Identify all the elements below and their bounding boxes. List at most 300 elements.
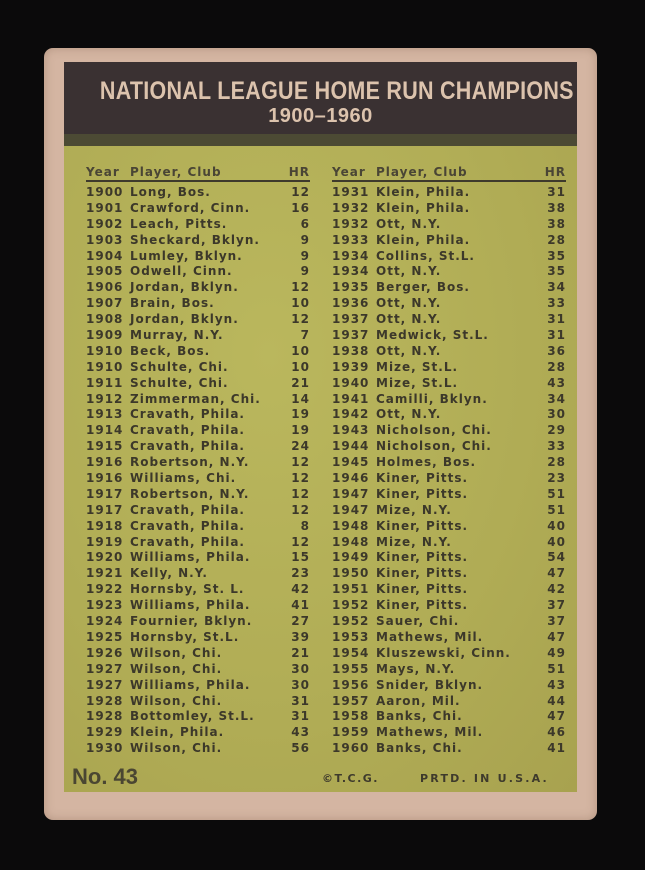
card-header bbox=[64, 62, 577, 146]
table-row bbox=[332, 470, 566, 486]
row-hr: 31 bbox=[291, 709, 310, 724]
row-year: 1906 bbox=[86, 280, 124, 295]
row-hr: 12 bbox=[291, 280, 310, 295]
table-row bbox=[332, 693, 566, 709]
row-year: 1925 bbox=[86, 629, 124, 644]
table-row bbox=[332, 597, 566, 613]
row-player: Klein, Phila. bbox=[376, 232, 471, 247]
row-player: Klein, Phila. bbox=[376, 200, 471, 215]
table-row bbox=[332, 613, 566, 629]
row-hr: 43 bbox=[291, 725, 310, 740]
row-year: 1922 bbox=[86, 582, 124, 597]
col-year-header: Year bbox=[86, 165, 120, 179]
row-hr: 23 bbox=[291, 566, 310, 581]
row-hr: 56 bbox=[291, 741, 310, 756]
left-table bbox=[86, 164, 310, 756]
row-year: 1933 bbox=[332, 232, 370, 247]
row-year: 1960 bbox=[332, 741, 370, 756]
row-player: Klein, Phila. bbox=[376, 185, 471, 199]
table-row bbox=[332, 232, 566, 248]
table-row bbox=[332, 645, 566, 661]
row-year: 1926 bbox=[86, 645, 124, 660]
table-row bbox=[332, 565, 566, 581]
row-player: Berger, Bos. bbox=[376, 280, 470, 295]
row-hr: 16 bbox=[291, 200, 310, 215]
row-hr: 7 bbox=[300, 328, 310, 343]
table-row bbox=[332, 708, 566, 724]
row-player: Williams, Phila. bbox=[130, 677, 251, 692]
row-player: Schulte, Chi. bbox=[130, 375, 229, 390]
row-year: 1916 bbox=[86, 455, 124, 470]
row-player: Kiner, Pitts. bbox=[376, 550, 469, 565]
table-row bbox=[332, 661, 566, 677]
row-year: 1927 bbox=[86, 677, 124, 692]
row-player: Wilson, Chi. bbox=[130, 741, 223, 756]
row-year: 1907 bbox=[86, 296, 124, 311]
row-player: Klein, Phila. bbox=[130, 725, 225, 740]
table-row bbox=[86, 343, 310, 359]
row-year: 1939 bbox=[332, 359, 370, 374]
row-hr: 12 bbox=[291, 502, 310, 517]
row-year: 1947 bbox=[332, 502, 370, 517]
table-row bbox=[86, 565, 310, 581]
row-year: 1908 bbox=[86, 312, 124, 327]
row-hr: 19 bbox=[291, 407, 310, 422]
row-player: Williams, Phila. bbox=[130, 550, 251, 565]
table-row bbox=[332, 549, 566, 565]
table-row bbox=[332, 422, 566, 438]
row-player: Mathews, Mil. bbox=[376, 629, 484, 644]
table-row bbox=[86, 534, 310, 550]
row-player: Camilli, Bklyn. bbox=[376, 391, 488, 406]
row-player: Robertson, N.Y. bbox=[130, 455, 250, 470]
table-row bbox=[86, 518, 310, 534]
row-year: 1904 bbox=[86, 248, 124, 263]
row-year: 1944 bbox=[332, 439, 370, 454]
row-year: 1947 bbox=[332, 486, 370, 501]
col-hr-header: HR bbox=[544, 165, 566, 179]
row-player: Banks, Chi. bbox=[376, 741, 463, 756]
row-year: 1955 bbox=[332, 661, 370, 676]
row-year: 1900 bbox=[86, 185, 124, 199]
row-year: 1932 bbox=[332, 200, 370, 215]
row-hr: 46 bbox=[547, 725, 566, 740]
row-year: 1950 bbox=[332, 566, 370, 581]
row-year: 1936 bbox=[332, 296, 370, 311]
row-year: 1937 bbox=[332, 328, 370, 343]
table-row bbox=[86, 438, 310, 454]
row-player: Williams, Phila. bbox=[130, 598, 251, 613]
row-player: Bottomley, St.L. bbox=[130, 709, 255, 724]
row-year: 1952 bbox=[332, 598, 370, 613]
row-player: Mize, St.L. bbox=[376, 375, 459, 390]
row-hr: 12 bbox=[291, 185, 310, 199]
row-year: 1932 bbox=[332, 216, 370, 231]
row-hr: 14 bbox=[291, 391, 310, 406]
row-year: 1903 bbox=[86, 232, 124, 247]
row-player: Nicholson, Chi. bbox=[376, 423, 492, 438]
row-year: 1927 bbox=[86, 661, 124, 676]
row-hr: 34 bbox=[547, 280, 566, 295]
row-year: 1901 bbox=[86, 200, 124, 215]
row-hr: 9 bbox=[300, 232, 310, 247]
right-table-rows bbox=[332, 184, 566, 756]
table-row bbox=[86, 391, 310, 407]
row-year: 1940 bbox=[332, 375, 370, 390]
row-hr: 30 bbox=[291, 661, 310, 676]
row-hr: 8 bbox=[300, 518, 310, 533]
row-hr: 51 bbox=[547, 502, 566, 517]
row-player: Wilson, Chi. bbox=[130, 661, 223, 676]
row-player: Medwick, St.L. bbox=[376, 328, 489, 343]
table-row bbox=[86, 216, 310, 232]
right-table-header bbox=[332, 164, 566, 182]
card-number: No. 43 bbox=[72, 764, 139, 789]
row-year: 1915 bbox=[86, 439, 124, 454]
row-hr: 31 bbox=[547, 312, 566, 327]
row-hr: 9 bbox=[300, 264, 310, 279]
row-hr: 41 bbox=[291, 598, 310, 613]
col-player-header: Player, Club bbox=[376, 165, 468, 179]
table-row bbox=[332, 311, 566, 327]
row-player: Ott, N.Y. bbox=[376, 264, 442, 279]
row-year: 1910 bbox=[86, 343, 124, 358]
row-player: Leach, Pitts. bbox=[130, 216, 228, 231]
table-row bbox=[86, 581, 310, 597]
row-year: 1913 bbox=[86, 407, 124, 422]
table-row bbox=[86, 295, 310, 311]
row-player: Odwell, Cinn. bbox=[130, 264, 233, 279]
row-hr: 42 bbox=[291, 582, 310, 597]
table-row bbox=[332, 327, 566, 343]
row-hr: 28 bbox=[547, 232, 566, 247]
row-hr: 12 bbox=[291, 312, 310, 327]
table-row bbox=[332, 295, 566, 311]
row-player: Crawford, Cinn. bbox=[130, 200, 251, 215]
row-player: Fournier, Bklyn. bbox=[130, 614, 253, 629]
table-row bbox=[332, 359, 566, 375]
row-player: Sheckard, Bklyn. bbox=[130, 232, 260, 247]
row-year: 1918 bbox=[86, 518, 124, 533]
row-hr: 12 bbox=[291, 486, 310, 501]
row-hr: 21 bbox=[291, 645, 310, 660]
row-year: 1957 bbox=[332, 693, 370, 708]
row-year: 1912 bbox=[86, 391, 124, 406]
row-hr: 6 bbox=[300, 216, 310, 231]
table-row bbox=[332, 581, 566, 597]
row-year: 1945 bbox=[332, 455, 370, 470]
row-player: Hornsby, St.L. bbox=[130, 629, 240, 644]
row-hr: 30 bbox=[291, 677, 310, 692]
row-year: 1948 bbox=[332, 518, 370, 533]
table-row bbox=[332, 406, 566, 422]
row-player: Robertson, N.Y. bbox=[130, 486, 250, 501]
row-year: 1921 bbox=[86, 566, 124, 581]
table-row bbox=[86, 422, 310, 438]
row-player: Mize, N.Y. bbox=[376, 502, 452, 517]
table-row bbox=[86, 359, 310, 375]
row-player: Lumley, Bklyn. bbox=[130, 248, 243, 263]
row-player: Beck, Bos. bbox=[130, 343, 211, 358]
row-player: Ott, N.Y. bbox=[376, 312, 442, 327]
row-year: 1917 bbox=[86, 486, 124, 501]
row-player: Zimmerman, Chi. bbox=[130, 391, 261, 406]
row-player: Mize, N.Y. bbox=[376, 534, 452, 549]
row-year: 1942 bbox=[332, 407, 370, 422]
copyright-text: ©T.C.G. bbox=[322, 772, 379, 785]
row-hr: 47 bbox=[547, 566, 566, 581]
row-player: Ott, N.Y. bbox=[376, 296, 442, 311]
row-hr: 41 bbox=[547, 741, 566, 756]
col-year-header: Year bbox=[332, 165, 366, 179]
row-hr: 33 bbox=[547, 296, 566, 311]
row-hr: 54 bbox=[547, 550, 566, 565]
row-year: 1902 bbox=[86, 216, 124, 231]
table-row bbox=[332, 391, 566, 407]
table-row bbox=[332, 502, 566, 518]
table-row bbox=[86, 693, 310, 709]
row-hr: 19 bbox=[291, 423, 310, 438]
row-player: Hornsby, St. L. bbox=[130, 582, 245, 597]
row-hr: 40 bbox=[547, 534, 566, 549]
row-hr: 43 bbox=[547, 375, 566, 390]
table-row bbox=[86, 661, 310, 677]
table-row bbox=[332, 486, 566, 502]
row-player: Cravath, Phila. bbox=[130, 534, 245, 549]
row-player: Williams, Chi. bbox=[130, 471, 237, 486]
row-player: Murray, N.Y. bbox=[130, 328, 224, 343]
row-player: Kiner, Pitts. bbox=[376, 486, 469, 501]
row-year: 1917 bbox=[86, 502, 124, 517]
row-hr: 23 bbox=[547, 471, 566, 486]
table-row bbox=[332, 343, 566, 359]
table-row bbox=[86, 645, 310, 661]
row-hr: 37 bbox=[547, 598, 566, 613]
table-row bbox=[332, 518, 566, 534]
row-year: 1954 bbox=[332, 645, 370, 660]
row-player: Snider, Bklyn. bbox=[376, 677, 484, 692]
row-player: Long, Bos. bbox=[130, 185, 211, 199]
row-player: Holmes, Bos. bbox=[376, 455, 477, 470]
row-player: Wilson, Chi. bbox=[130, 693, 223, 708]
table-row bbox=[86, 375, 310, 391]
row-year: 1910 bbox=[86, 359, 124, 374]
row-year: 1946 bbox=[332, 471, 370, 486]
row-player: Cravath, Phila. bbox=[130, 439, 245, 454]
col-player-header: Player, Club bbox=[130, 165, 222, 179]
table-row bbox=[332, 184, 566, 200]
table-row bbox=[332, 279, 566, 295]
row-year: 1931 bbox=[332, 185, 370, 199]
row-year: 1953 bbox=[332, 629, 370, 644]
row-hr: 10 bbox=[291, 343, 310, 358]
table-row bbox=[86, 677, 310, 693]
row-year: 1943 bbox=[332, 423, 370, 438]
right-table bbox=[332, 164, 566, 756]
table-row bbox=[332, 375, 566, 391]
row-year: 1916 bbox=[86, 471, 124, 486]
table-row bbox=[86, 597, 310, 613]
row-hr: 42 bbox=[547, 582, 566, 597]
table-row bbox=[86, 740, 310, 756]
table-row bbox=[332, 438, 566, 454]
row-hr: 31 bbox=[547, 328, 566, 343]
row-year: 1949 bbox=[332, 550, 370, 565]
row-hr: 40 bbox=[547, 518, 566, 533]
row-year: 1937 bbox=[332, 312, 370, 327]
row-player: Ott, N.Y. bbox=[376, 343, 442, 358]
table-row bbox=[86, 248, 310, 264]
table-row bbox=[86, 708, 310, 724]
baseball-card-back bbox=[44, 48, 597, 820]
row-player: Nicholson, Chi. bbox=[376, 439, 492, 454]
row-player: Jordan, Bklyn. bbox=[130, 280, 239, 295]
col-hr-header: HR bbox=[288, 165, 310, 179]
row-hr: 12 bbox=[291, 534, 310, 549]
row-hr: 38 bbox=[547, 200, 566, 215]
row-player: Kiner, Pitts. bbox=[376, 566, 469, 581]
row-player: Banks, Chi. bbox=[376, 709, 463, 724]
table-row bbox=[332, 263, 566, 279]
row-hr: 47 bbox=[547, 629, 566, 644]
row-hr: 30 bbox=[547, 407, 566, 422]
row-player: Jordan, Bklyn. bbox=[130, 312, 239, 327]
row-year: 1911 bbox=[86, 375, 124, 390]
row-hr: 31 bbox=[291, 693, 310, 708]
row-hr: 35 bbox=[547, 264, 566, 279]
row-player: Brain, Bos. bbox=[130, 296, 215, 311]
row-hr: 37 bbox=[547, 614, 566, 629]
row-hr: 9 bbox=[300, 248, 310, 263]
table-row bbox=[86, 470, 310, 486]
row-year: 1929 bbox=[86, 725, 124, 740]
table-row bbox=[332, 740, 566, 756]
row-player: Cravath, Phila. bbox=[130, 518, 245, 533]
row-hr: 21 bbox=[291, 375, 310, 390]
row-year: 1923 bbox=[86, 598, 124, 613]
row-hr: 51 bbox=[547, 486, 566, 501]
row-hr: 15 bbox=[291, 550, 310, 565]
table-row bbox=[86, 629, 310, 645]
table-row bbox=[332, 200, 566, 216]
row-hr: 10 bbox=[291, 359, 310, 374]
row-hr: 51 bbox=[547, 661, 566, 676]
table-row bbox=[86, 200, 310, 216]
row-year: 1941 bbox=[332, 391, 370, 406]
row-player: Cravath, Phila. bbox=[130, 502, 245, 517]
left-table-header bbox=[86, 164, 310, 182]
table-row bbox=[332, 677, 566, 693]
row-year: 1958 bbox=[332, 709, 370, 724]
table-row bbox=[86, 279, 310, 295]
row-hr: 34 bbox=[547, 391, 566, 406]
row-player: Aaron, Mil. bbox=[376, 693, 461, 708]
table-row bbox=[86, 232, 310, 248]
left-table-rows bbox=[86, 184, 310, 756]
row-year: 1905 bbox=[86, 264, 124, 279]
row-year: 1919 bbox=[86, 534, 124, 549]
table-row bbox=[86, 406, 310, 422]
table-row bbox=[86, 613, 310, 629]
table-row bbox=[86, 724, 310, 740]
table-row bbox=[86, 549, 310, 565]
row-hr: 36 bbox=[547, 343, 566, 358]
row-year: 1914 bbox=[86, 423, 124, 438]
card-panel bbox=[64, 62, 577, 792]
row-player: Kiner, Pitts. bbox=[376, 582, 469, 597]
row-year: 1959 bbox=[332, 725, 370, 740]
row-year: 1928 bbox=[86, 693, 124, 708]
row-player: Ott, N.Y. bbox=[376, 216, 442, 231]
row-hr: 31 bbox=[547, 185, 566, 199]
row-player: Schulte, Chi. bbox=[130, 359, 229, 374]
row-player: Kiner, Pitts. bbox=[376, 598, 469, 613]
row-player: Kiner, Pitts. bbox=[376, 518, 469, 533]
row-hr: 44 bbox=[547, 693, 566, 708]
row-hr: 39 bbox=[291, 629, 310, 644]
row-hr: 38 bbox=[547, 216, 566, 231]
card-title: NATIONAL LEAGUE HOME RUN CHAMPIONS bbox=[99, 77, 574, 105]
row-player: Ott, N.Y. bbox=[376, 407, 442, 422]
printed-in-text: PRTD. IN U.S.A. bbox=[420, 772, 549, 785]
card-subtitle: 1900–1960 bbox=[268, 105, 373, 127]
table-row bbox=[332, 454, 566, 470]
row-player: Kluszewski, Cinn. bbox=[376, 645, 511, 660]
row-year: 1952 bbox=[332, 614, 370, 629]
row-hr: 28 bbox=[547, 455, 566, 470]
row-year: 1935 bbox=[332, 280, 370, 295]
table-row bbox=[332, 248, 566, 264]
row-hr: 24 bbox=[291, 439, 310, 454]
row-year: 1956 bbox=[332, 677, 370, 692]
row-hr: 10 bbox=[291, 296, 310, 311]
row-player: Cravath, Phila. bbox=[130, 423, 245, 438]
table-row bbox=[86, 311, 310, 327]
table-row bbox=[86, 327, 310, 343]
row-year: 1909 bbox=[86, 328, 124, 343]
table-row bbox=[86, 502, 310, 518]
row-year: 1920 bbox=[86, 550, 124, 565]
row-year: 1951 bbox=[332, 582, 370, 597]
table-row bbox=[86, 486, 310, 502]
row-player: Sauer, Chi. bbox=[376, 614, 460, 629]
row-hr: 28 bbox=[547, 359, 566, 374]
row-year: 1928 bbox=[86, 709, 124, 724]
row-player: Mize, St.L. bbox=[376, 359, 459, 374]
row-player: Collins, St.L. bbox=[376, 248, 475, 263]
row-player: Kelly, N.Y. bbox=[130, 566, 208, 581]
row-year: 1934 bbox=[332, 248, 370, 263]
row-player: Mathews, Mil. bbox=[376, 725, 484, 740]
row-year: 1948 bbox=[332, 534, 370, 549]
row-year: 1930 bbox=[86, 741, 124, 756]
row-hr: 12 bbox=[291, 471, 310, 486]
row-hr: 35 bbox=[547, 248, 566, 263]
row-year: 1938 bbox=[332, 343, 370, 358]
row-year: 1924 bbox=[86, 614, 124, 629]
table-row bbox=[332, 534, 566, 550]
row-hr: 43 bbox=[547, 677, 566, 692]
row-player: Wilson, Chi. bbox=[130, 645, 223, 660]
table-row bbox=[86, 263, 310, 279]
row-hr: 27 bbox=[291, 614, 310, 629]
table-row bbox=[332, 216, 566, 232]
row-player: Mays, N.Y. bbox=[376, 661, 456, 676]
row-hr: 29 bbox=[547, 423, 566, 438]
row-hr: 33 bbox=[547, 439, 566, 454]
row-player: Cravath, Phila. bbox=[130, 407, 245, 422]
table-row bbox=[86, 184, 310, 200]
